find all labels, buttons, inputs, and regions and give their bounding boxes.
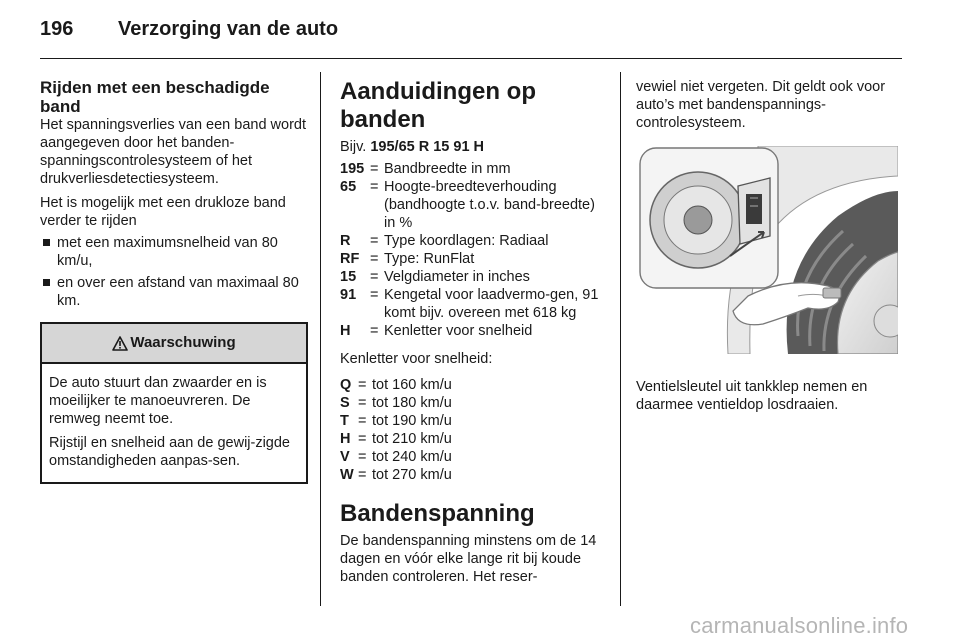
continuation-paragraph: vewiel niet vergeten. Dit geldt ook voor auto’s met bandenspannings-controlesysteem. (636, 79, 886, 131)
warning-paragraph: Rijstijl en snelheid aan de gewij-zigde omstandigheden aanpas-sen. (49, 435, 290, 469)
warning-title: Waarschuwing (130, 334, 236, 351)
column-1 (40, 78, 308, 484)
definition-row: R = Type koordlagen: Radiaal (340, 233, 549, 249)
speed-code-list (340, 376, 610, 484)
column-divider-1 (320, 72, 321, 606)
speed-row: Q = tot 160 km/u (340, 377, 452, 393)
pressure-paragraph: De bandenspanning minstens om de 14 dagen en vóór elke lange rit bij koude banden controleren. Het reser- (340, 533, 597, 585)
example-line (340, 138, 610, 156)
illustration-caption: Ventielsleutel uit tankklep nemen en daarmee ventieldop losdraaien. (636, 379, 868, 413)
tyre-code-list (340, 160, 610, 340)
section-heading-tyre-pressure: Bandenspanning (340, 500, 535, 527)
section-heading-tyre-markings: Aanduidingen op banden (340, 78, 536, 133)
definition-row: 91 = Kengetal voor laadvermo-gen, 91 komt bijv. overeen met 618 kg (340, 287, 599, 321)
warning-box (40, 322, 308, 484)
watermark: carmanualsonline.info (690, 613, 909, 638)
example-code: 195/65 R 15 91 H (370, 139, 485, 155)
speed-row: H = tot 210 km/u (340, 431, 452, 447)
intro-paragraph-2: Het is mogelijk met een drukloze band verder te rijden (40, 195, 286, 229)
warning-body (42, 364, 306, 482)
bullet-item: en over een afstand van maximaal 80 km. (40, 274, 308, 310)
definition-row: 195 = Bandbreedte in mm (340, 161, 511, 177)
speed-row: S = tot 180 km/u (340, 395, 452, 411)
bullet-item: met een maximumsnelheid van 80 km/u, (40, 234, 308, 270)
definition-row: 65 = Hoogte-breedteverhouding (bandhoogte t.o.v. band-breedte) in % (340, 179, 595, 231)
speed-row: V = tot 240 km/u (340, 449, 452, 465)
valve-tool-illustration (638, 146, 898, 354)
definition-row: RF = Type: RunFlat (340, 251, 475, 267)
header-rule (40, 58, 902, 59)
example-prefix: Bijv. (340, 139, 367, 155)
column-3 (636, 78, 906, 420)
warning-paragraph: De auto stuurt dan zwaarder en is moeilijker te manoeuvreren. De remweg neemt toe. (49, 375, 267, 427)
warning-triangle-icon (112, 336, 128, 351)
speed-row: W = tot 270 km/u (340, 467, 452, 483)
speed-row: T = tot 190 km/u (340, 413, 452, 429)
column-2 (340, 78, 610, 592)
page-title: Verzorging van de auto (118, 18, 339, 40)
definition-row: H = Kenletter voor snelheid (340, 323, 533, 339)
page-header (40, 18, 338, 41)
intro-paragraph: Het spanningsverlies van een band wordt aangegeven door het banden-spanningscontrolesysteem of het drukverliesdetectiesysteem. (40, 117, 306, 187)
definition-row: 15 = Velgdiameter in inches (340, 269, 530, 285)
column-divider-2 (620, 72, 621, 606)
warning-header (42, 324, 306, 364)
section-heading-damaged-tyre: Rijden met een beschadigde band (40, 78, 270, 116)
page-number: 196 (40, 18, 74, 40)
speed-intro: Kenletter voor snelheid: (340, 351, 493, 367)
